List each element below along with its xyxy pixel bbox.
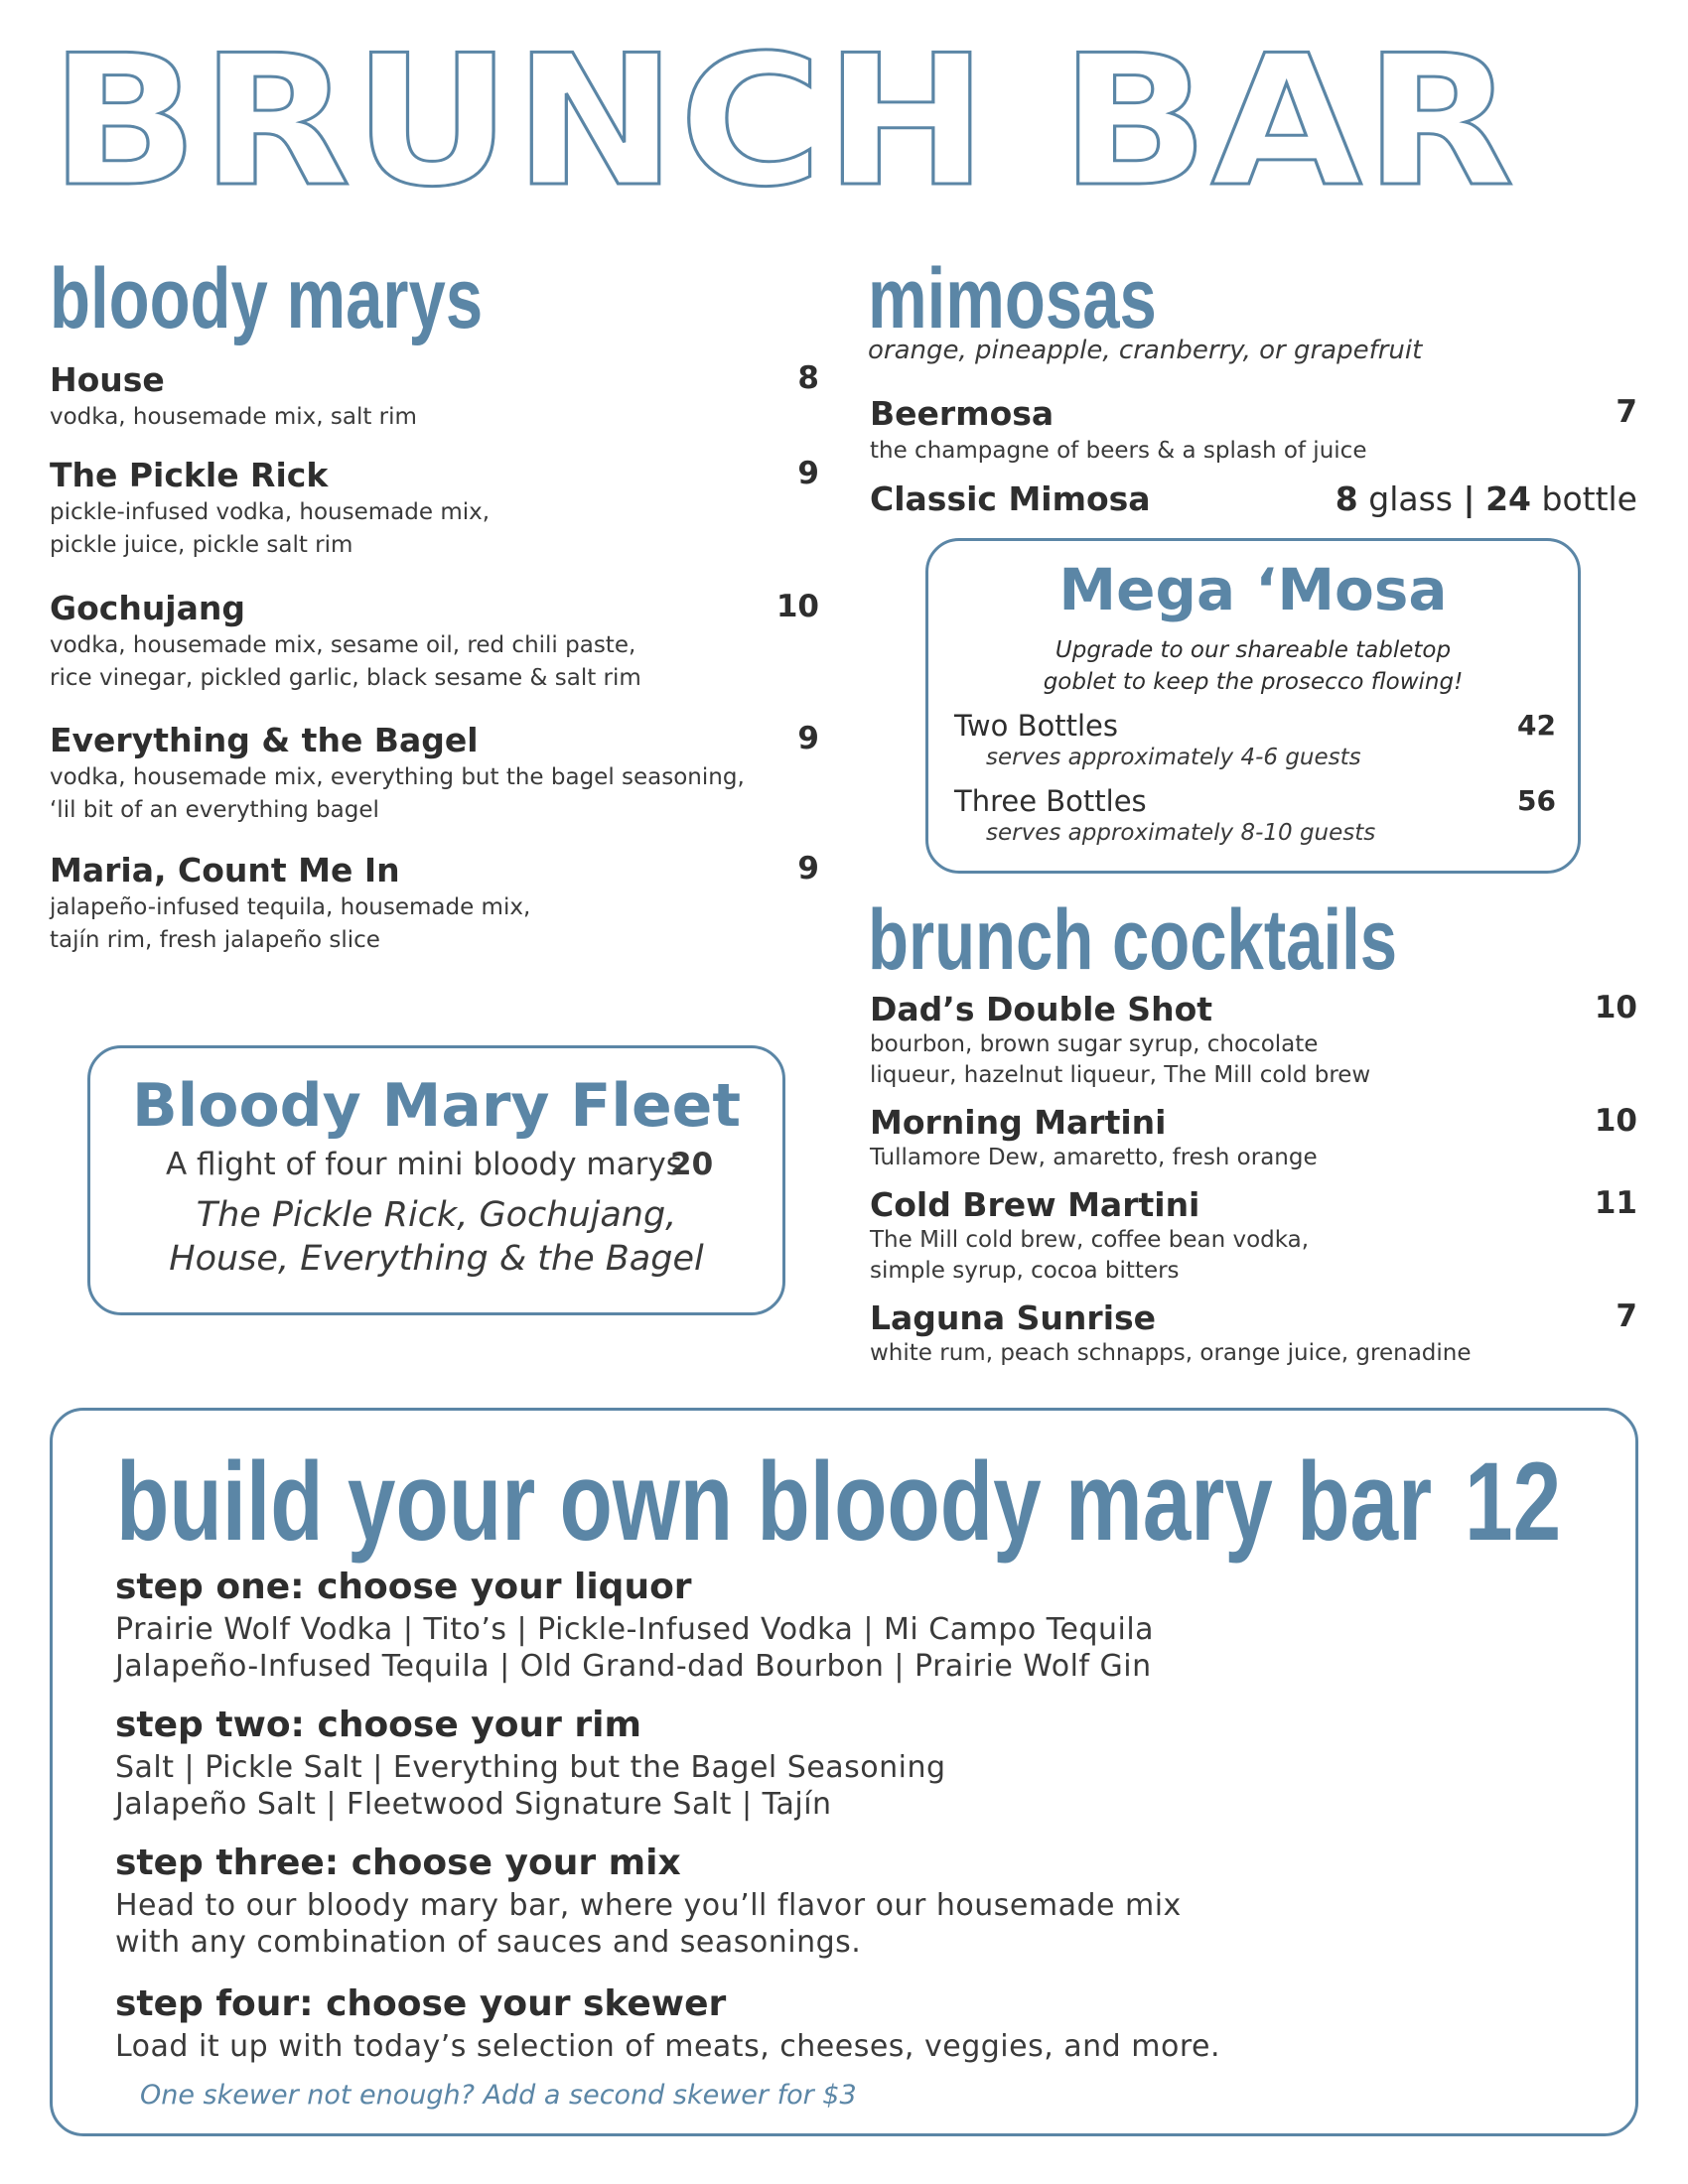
brunch-cocktails-heading: brunch cocktails [868, 892, 1398, 988]
item-description: vodka, housemade mix, sesame oil, red chili paste, rice vinegar, pickled garlic, black sesame & salt rim [50, 632, 641, 691]
mega-mosa-title: Mega ‘Mosa [1058, 556, 1448, 623]
mega-mosa-option [954, 784, 1556, 846]
menu-item [870, 394, 1637, 468]
option-note: serves approximately 8-10 guests [986, 820, 1376, 846]
menu-item [870, 1103, 1637, 1173]
bottle-label: bottle [1541, 479, 1637, 518]
item-name: Cold Brew Martini [870, 1185, 1200, 1224]
classic-mimosa-prices [1335, 479, 1637, 518]
glass-label: glass [1368, 479, 1453, 518]
item-name: Laguna Sunrise [870, 1298, 1157, 1337]
byo-step [115, 1567, 1585, 1685]
item-description: pickle-infused vodka, housemade mix, pickle juice, pickle salt rim [50, 499, 491, 558]
item-description: jalapeño-infused tequila, housemade mix, tajín rim, fresh jalapeño slice [50, 894, 531, 953]
item-description: bourbon, brown sugar syrup, chocolate liqueur, hazelnut liqueur, The Mill cold brew [870, 1031, 1371, 1088]
menu-item [50, 721, 819, 827]
menu-item [50, 589, 819, 695]
option-name: Two Bottles [954, 709, 1118, 743]
step-description: Load it up with today’s selection of meats, cheeses, veggies, and more. [115, 2029, 1220, 2064]
classic-mimosa-row [870, 479, 1637, 518]
step-title: step three: choose your mix [115, 1843, 681, 1883]
mega-mosa-option [954, 709, 1556, 770]
page-title: BRUNCH BAR [50, 16, 1517, 226]
bloody-marys-heading: bloody marys [50, 251, 484, 346]
item-price: 9 [797, 456, 819, 491]
menu-item [870, 990, 1637, 1091]
bloody-mary-fleet-box [87, 1045, 785, 1315]
item-price: 7 [1616, 394, 1637, 430]
step-title: step two: choose your rim [115, 1705, 642, 1745]
item-name: Classic Mimosa [870, 479, 1151, 518]
item-name: Beermosa [870, 394, 1055, 433]
item-name: Morning Martini [870, 1103, 1167, 1142]
option-price: 56 [1517, 784, 1556, 817]
menu-item [870, 1298, 1637, 1369]
fleet-description: A flight of four mini bloody marys [166, 1147, 682, 1182]
mimosas-heading: mimosas [868, 251, 1157, 346]
glass-price: 8 [1335, 479, 1358, 518]
price-separator: | [1463, 479, 1476, 518]
byo-heading: build your own bloody mary bar [116, 1439, 1433, 1564]
step-description: Head to our bloody mary bar, where you’ll flavor our housemade mix with any combination of sauces and seasonings. [115, 1888, 1182, 1960]
byo-skewer-note: One skewer not enough? Add a second skewer for $3 [140, 2080, 857, 2111]
item-price: 10 [1594, 1103, 1637, 1139]
item-description: vodka, housemade mix, salt rim [50, 404, 417, 430]
item-name: The Pickle Rick [50, 456, 329, 494]
mega-mosa-box [925, 538, 1581, 874]
item-price: 9 [797, 721, 819, 756]
menu-item [870, 1185, 1637, 1287]
item-price: 11 [1594, 1185, 1637, 1221]
byo-step [115, 1983, 1585, 2065]
item-description: vodka, housemade mix, everything but the bagel seasoning, ‘lil bit of an everything bagel [50, 764, 745, 823]
byo-step [115, 1845, 1585, 1961]
step-description: Prairie Wolf Vodka | Tito’s | Pickle-Infused Vodka | Mi Campo Tequila Jalapeño-Infused Tequila | Old Grand-dad Bourbon | Prairie Wolf Gin [115, 1612, 1155, 1684]
option-price: 42 [1517, 709, 1556, 742]
item-price: 7 [1616, 1298, 1637, 1334]
mega-mosa-description: Upgrade to our shareable tabletop goblet to keep the prosecco flowing! [1043, 637, 1464, 695]
menu-item [50, 360, 819, 434]
menu-item [50, 456, 819, 562]
mimosas-subtitle: orange, pineapple, cranberry, or grapefruit [868, 336, 1423, 365]
item-price: 8 [797, 360, 819, 396]
fleet-price: 20 [670, 1147, 714, 1182]
item-description: The Mill cold brew, coffee bean vodka, simple syrup, cocoa bitters [870, 1227, 1310, 1284]
item-name: Gochujang [50, 589, 246, 627]
bottle-price: 24 [1485, 479, 1531, 518]
item-price: 10 [1594, 990, 1637, 1025]
item-price: 10 [775, 589, 819, 624]
item-name: Everything & the Bagel [50, 721, 479, 759]
byo-price: 12 [1465, 1439, 1562, 1564]
item-name: House [50, 360, 165, 399]
item-price: 9 [797, 851, 819, 887]
option-note: serves approximately 4-6 guests [986, 745, 1361, 770]
item-description: the champagne of beers & a splash of juice [870, 438, 1367, 464]
fleet-list: The Pickle Rick, Gochujang, House, Everything & the Bagel [169, 1195, 704, 1279]
item-description: Tullamore Dew, amaretto, fresh orange [870, 1145, 1318, 1170]
fleet-title: Bloody Mary Fleet [131, 1071, 742, 1141]
step-title: step one: choose your liquor [115, 1567, 692, 1607]
item-name: Maria, Count Me In [50, 851, 400, 889]
menu-item [50, 851, 819, 957]
item-description: white rum, peach schnapps, orange juice, grenadine [870, 1340, 1472, 1366]
byo-step [115, 1707, 1585, 1823]
build-your-own-box [50, 1408, 1638, 2136]
step-title: step four: choose your skewer [115, 1983, 727, 2024]
step-description: Salt | Pickle Salt | Everything but the Bagel Seasoning Jalapeño Salt | Fleetwood Signature Salt | Tajín [115, 1750, 946, 1822]
option-name: Three Bottles [954, 784, 1147, 818]
item-name: Dad’s Double Shot [870, 990, 1213, 1028]
